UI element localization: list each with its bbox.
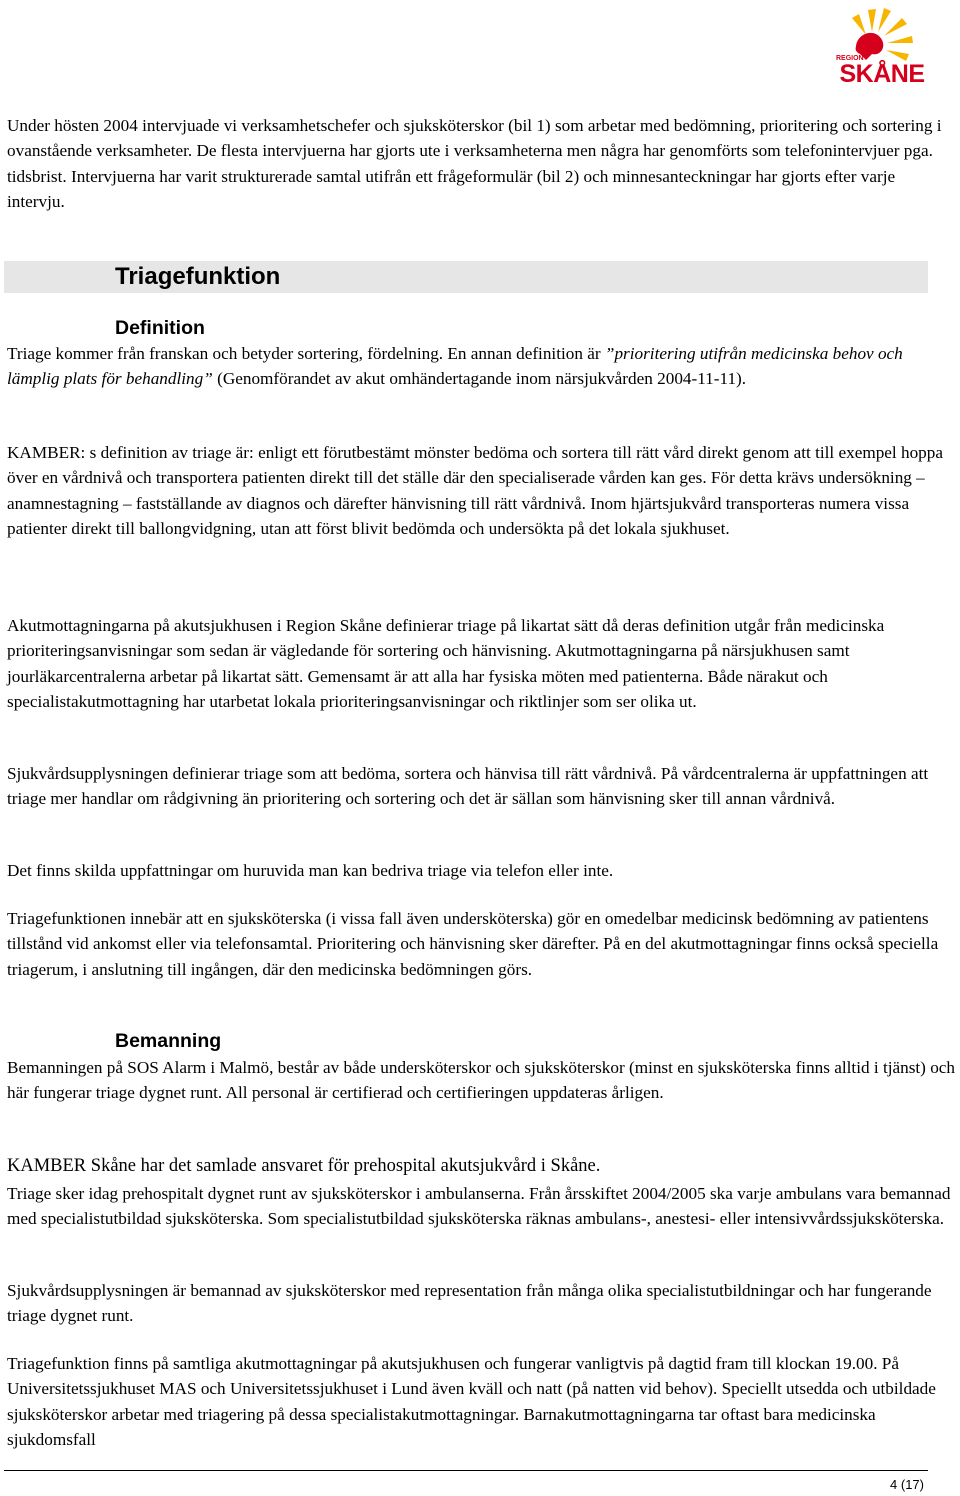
intro-paragraph: Under hösten 2004 intervjuade vi verksamhetschefer och sjuksköterskor (bil 1) som arbetar med bedömning, prioritering och sortering i ovanstående verksamheter. De flesta intervjuerna har gjorts ute i verksamheterna men några har genomförts som telefonintervjuer pga. tidsbrist. Intervjuerna har varit strukturerade samtal utifrån ett frågeformulär (bil 2) och minnesanteckningar har gjorts efter varje intervju. [7, 116, 942, 212]
definition-text-start: Triage kommer från franskan och betyder sortering, fördelning. En annan definition är [7, 344, 605, 363]
subheading-bemanning: Bemanning [115, 1030, 222, 1052]
definition-paragraph [7, 341, 955, 392]
subheading-definition: Definition [115, 317, 205, 339]
section-heading-triagefunktion: Triagefunktion [115, 263, 281, 290]
sjukvardsupplysningen-paragraph: Sjukvårdsupplysningen definierar triage som att bedöma, sortera och hänvisa till rätt vårdnivå. På vårdcentralerna är uppfattningen att triage mer handlar om rådgivning än prioritering och sortering och det är sällan som hänvisning sker till annan vårdnivå. [7, 764, 929, 809]
definition-source: (Genomförandet av akut omhändertagande inom närsjukvården 2004-11-11). [212, 369, 747, 389]
page-number: 4 (17) [890, 1477, 924, 1492]
footer-rule [4, 1470, 928, 1471]
logo-region-label: REGION [836, 55, 864, 62]
triage-sker-paragraph: Triage sker idag prehospitalt dygnet runt av sjuksköterskor i ambulanserna. Från årsskiftet 2004/2005 ska varje ambulans vara bemannad med specialistutbildad sjuksköterska. Som specialistutbildad sjuksköterska räknas ambulans-, anestesi- eller intensivvårdssjuksköterska. [7, 1184, 951, 1229]
kamber-definition-paragraph: KAMBER: s definition av triage är: enligt ett förutbestämt mönster bedöma och sortera till rätt vård direkt genom att till exempel hoppa över en vårdnivå och transportera patienten direkt till det ställe där den specialiserade vården kan ges. För detta krävs undersökning – anamnestagning – fastställande av diagnos och därefter hänvisning till rätt vårdnivå. Inom hjärtsjukvård transporteras numera vissa patienter direkt till ballongvidgning, utan att först blivit bedömda och undersökta på det lokala sjukhuset. [7, 443, 943, 539]
bemanningen-paragraph: Bemanningen på SOS Alarm i Malmö, består av både undersköterskor och sjuksköterskor (minst en sjuksköterska finns alltid i tjänst) och här fungerar triage dygnet runt. All personal är certifierad och certifieringen uppdateras årligen. [7, 1058, 956, 1103]
definition-quote: ”prioritering utifrån medicinska behov och lämplig plats för behandling” [7, 344, 903, 389]
akutmottagningarna-paragraph: Akutmottagningarna på akutsjukhusen i Region Skåne definierar triage på likartat sätt då deras definition utgår från medicinska prioriteringsanvisningar som sedan är vägledande för sortering och hänvisning. Akutmottagningarna på närsjukhusen samt jourläkarcentralerna arbetar på likartat sätt. Gemensamt är att alla har fysiska möten med patienterna. Både närakut och specialistakutmottagning har utarbetat lokala prioriteringsanvisningar och riktlinjer som ser olika ut. [7, 616, 885, 712]
sjukvardsupplysningen-bemanning-paragraph: Sjukvårdsupplysningen är bemannad av sjuksköterskor med representation från många olika specialistutbildningar och har fungerande triage dygnet runt. [7, 1281, 932, 1326]
kamber-skane-paragraph: KAMBER Skåne har det samlade ansvaret för prehospital akutsjukvård i Skåne. [7, 1156, 601, 1176]
triagefunktionen-paragraph: Triagefunktionen innebär att en sjuksköterska (i vissa fall även undersköterska) gör en omedelbar medicinsk bedömning av patientens tillstånd vid ankomst eller via telefonsamtal. Prioritering och hänvisning sker därefter. På en del akutmottagningar finns också speciella triagerum, i anslutning till ingången, där den medicinska bedömningen görs. [7, 909, 939, 979]
logo-wordmark: SKÅNE [839, 60, 925, 88]
skilda-uppfattningar-paragraph: Det finns skilda uppfattningar om huruvida man kan bedriva triage via telefon eller inte. [7, 861, 614, 880]
triagefunktion-finns-paragraph: Triagefunktion finns på samtliga akutmottagningar på akutsjukhusen och fungerar vanligtvis på dagtid fram till klockan 19.00. På Universitetssjukhuset MAS och Universitetssjukhuset i Lund även kväll och natt (på natten vid behov). Speciellt utsedda och utbildade sjuksköterskor arbetar med triagering på dessa specialistakutmottagningar. Barnakutmottagningarna tar oftast bara medicinska sjukdomsfall [7, 1354, 936, 1450]
